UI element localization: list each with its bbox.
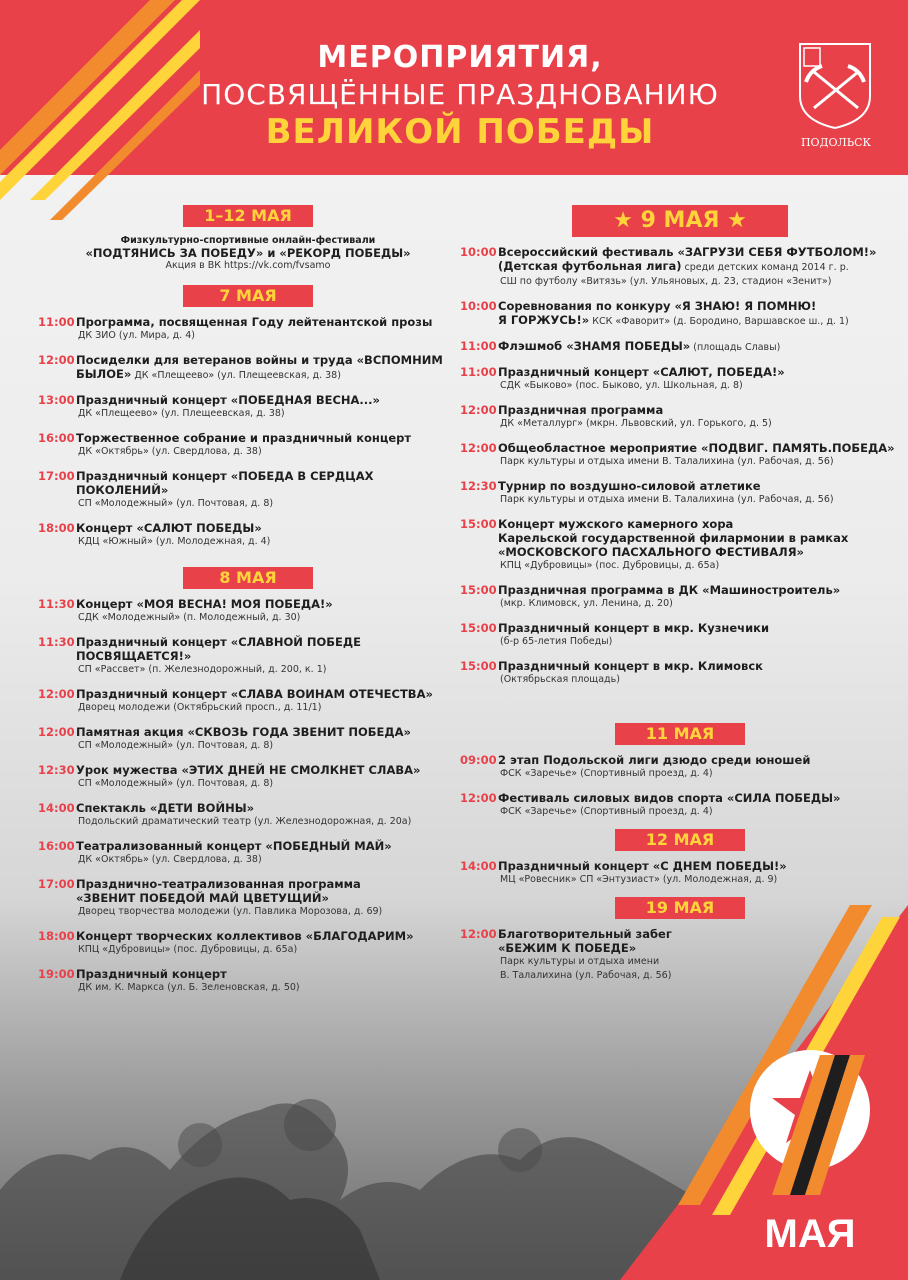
header-title-line2: ПОСВЯЩЁННЫЕ ПРАЗДНОВАНИЮ	[201, 78, 719, 111]
festival-name-2: «РЕКОРД ПОБЕДЫ»	[279, 246, 411, 260]
event-place: Дворец молодежи (Октябрьский просп., д. 11/1)	[78, 702, 322, 713]
event-time: 12:00	[460, 927, 497, 941]
date-badge-may1-12: 1–12 МАЯ	[183, 205, 313, 227]
event-place: (мкр. Климовск, ул. Ленина, д. 20)	[500, 598, 673, 609]
event-title-cont	[498, 259, 900, 275]
event-item	[38, 929, 458, 957]
event-title: Концерт «МОЯ ВЕСНА! МОЯ ПОБЕДА!»	[76, 597, 333, 611]
event-item	[460, 245, 900, 289]
event-time: 19:00	[38, 967, 75, 981]
date-badge-may19: 19 МАЯ	[615, 897, 745, 919]
date-badge-may8: 8 МАЯ	[183, 567, 313, 589]
festival-join: и	[263, 246, 280, 260]
event-item	[38, 353, 458, 383]
event-title: 2 этап Подольской лиги дзюдо среди юношей	[498, 753, 811, 767]
event-title: Посиделки для ветеранов войны и труда «ВСПОМНИМ	[76, 353, 443, 367]
event-place: (площадь Славы)	[690, 342, 781, 353]
event-time: 10:00	[460, 299, 497, 313]
event-title: Праздничный концерт	[76, 967, 227, 981]
event-item	[38, 393, 458, 421]
event-time: 14:00	[460, 859, 497, 873]
event-item	[460, 479, 900, 507]
city-name: ПОДОЛЬСК	[800, 136, 872, 149]
event-place: ДК «Металлург» (мкрн. Львовский, ул. Горького, д. 5)	[500, 418, 772, 429]
event-title-cont	[498, 313, 900, 329]
event-title-line3: «МОСКОВСКОГО ПАСХАЛЬНОГО ФЕСТИВАЛЯ»	[498, 545, 804, 559]
event-time: 17:00	[38, 469, 75, 483]
event-item	[460, 441, 900, 469]
event-place: Парк культуры и отдыха имени	[500, 956, 660, 967]
event-title-line2: (Детская футбольная лига)	[498, 259, 682, 273]
event-title: Концерт мужского камерного хора	[498, 517, 734, 531]
event-title-cont	[498, 339, 900, 355]
event-title: Праздничный концерт в мкр. Кузнечики	[498, 621, 769, 635]
event-item	[38, 597, 458, 625]
event-time: 11:30	[38, 635, 75, 649]
event-place: СШ по футболу «Витязь» (ул. Ульяновых, д. 23, стадион «Зенит»)	[500, 276, 832, 287]
event-place: КПЦ «Дубровицы» (пос. Дубровицы, д. 65а)	[500, 560, 720, 571]
event-time: 10:00	[460, 245, 497, 259]
festival-name-1: «ПОДТЯНИСЬ ЗА ПОБЕДУ»	[85, 246, 264, 260]
event-time: 16:00	[38, 431, 75, 445]
event-time: 11:30	[38, 597, 75, 611]
event-title: Концерт «САЛЮТ ПОБЕДЫ»	[76, 521, 262, 535]
event-time: 12:00	[460, 403, 497, 417]
event-item	[460, 299, 900, 329]
event-title: Праздничный концерт «СЛАВНОЙ ПОБЕДЕ ПОСВЯЩАЕТСЯ!»	[76, 635, 362, 663]
event-item	[460, 365, 900, 393]
event-title: Урок мужества «ЭТИХ ДНЕЙ НЕ СМОЛКНЕТ СЛАВА»	[76, 763, 421, 777]
event-place: ДК «Октябрь» (ул. Свердлова, д. 38)	[78, 446, 262, 457]
event-item	[38, 687, 458, 715]
event-item	[460, 859, 900, 887]
event-item	[460, 927, 900, 983]
event-title: Турнир по воздушно-силовой атлетике	[498, 479, 761, 493]
event-item	[460, 517, 900, 573]
event-place: (б-р 65-летия Победы)	[500, 636, 613, 647]
event-title: Празднично-театрализованная программа	[76, 877, 361, 891]
event-time: 15:00	[460, 659, 497, 673]
festival-vk-link[interactable]: Акция в ВК https://vk.com/fvsamo	[165, 260, 331, 271]
event-item	[38, 877, 458, 919]
event-time: 17:00	[38, 877, 75, 891]
header-title-line3: ВЕЛИКОЙ ПОБЕДЫ	[265, 112, 655, 152]
event-item	[460, 753, 900, 781]
event-title-line2: «БЕЖИМ К ПОБЕДЕ»	[498, 941, 637, 955]
event-place: Подольский драматический театр (ул. Железнодорожная, д. 20а)	[78, 816, 412, 827]
event-place: ФСК «Заречье» (Спортивный проезд, д. 4)	[500, 806, 713, 817]
event-item	[460, 403, 900, 431]
event-place: ДК «Плещеево» (ул. Плещеевская, д. 38)	[131, 370, 341, 381]
event-title: Памятная акция «СКВОЗЬ ГОДА ЗВЕНИТ ПОБЕДА»	[76, 725, 411, 739]
event-place: СП «Молодежный» (ул. Почтовая, д. 8)	[78, 498, 274, 509]
event-item	[460, 621, 900, 649]
event-item	[38, 521, 458, 549]
event-title: Программа, посвященная Году лейтенантской прозы	[76, 315, 433, 329]
date-badge-may12: 12 МАЯ	[615, 829, 745, 851]
event-time: 18:00	[38, 521, 75, 535]
event-title: Театрализованный концерт «ПОБЕДНЫЙ МАЙ»	[76, 839, 392, 853]
header-title-line1: МЕРОПРИЯТИЯ,	[317, 40, 603, 75]
event-title: Соревнования по конкуру «Я ЗНАЮ! Я ПОМНЮ!	[498, 299, 817, 313]
event-title: Торжественное собрание и праздничный концерт	[76, 431, 412, 445]
event-item	[460, 791, 900, 819]
event-item	[38, 635, 458, 677]
event-place: КПЦ «Дубровицы» (пос. Дубровицы, д. 65а)	[78, 944, 298, 955]
event-place: СДК «Быково» (пос. Быково, ул. Школьная, д. 8)	[500, 380, 743, 391]
event-place: СП «Молодежный» (ул. Почтовая, д. 8)	[78, 740, 274, 751]
event-time: 11:00	[460, 339, 497, 353]
event-item	[38, 839, 458, 867]
event-time: 11:00	[460, 365, 497, 379]
date-badge-may11: 11 МАЯ	[615, 723, 745, 745]
festival-names	[38, 246, 458, 260]
event-place: ДК «Октябрь» (ул. Свердлова, д. 38)	[78, 854, 262, 865]
event-time: 11:00	[38, 315, 75, 329]
event-time: 12:30	[460, 479, 497, 493]
event-time: 16:00	[38, 839, 75, 853]
event-title: Всероссийский фестиваль «ЗАГРУЗИ СЕБЯ ФУТБОЛОМ!»	[498, 245, 877, 259]
event-title-line2: Карельской государственной филармонии в рамках	[498, 531, 849, 545]
date-badge-may9: ★ 9 МАЯ ★	[572, 205, 788, 237]
event-title-line2: БЫЛОЕ»	[76, 367, 132, 381]
event-place: ДК «Плещеево» (ул. Плещеевская, д. 38)	[78, 408, 285, 419]
festival-intro: Физкультурно-спортивные онлайн-фестивали	[120, 235, 376, 246]
event-time: 12:00	[38, 725, 75, 739]
event-title: Благотворительный забег	[498, 927, 672, 941]
date-badge-may7: 7 МАЯ	[183, 285, 313, 307]
event-item	[38, 801, 458, 829]
event-time: 15:00	[460, 517, 497, 531]
event-title-line2: Я ГОРЖУСЬ!»	[498, 313, 590, 327]
event-place: КСК «Фаворит» (д. Бородино, Варшавское ш., д. 1)	[589, 316, 849, 327]
event-place: ФСК «Заречье» (Спортивный проезд, д. 4)	[500, 768, 713, 779]
event-place: МЦ «Ровесник» СП «Энтузиаст» (ул. Молодежная, д. 9)	[500, 874, 778, 885]
event-title: Праздничный концерт «ПОБЕДНАЯ ВЕСНА...»	[76, 393, 380, 407]
event-title: Спектакль «ДЕТИ ВОЙНЫ»	[76, 801, 255, 815]
event-title: Праздничный концерт «ПОБЕДА В СЕРДЦАХ ПОКОЛЕНИЙ»	[76, 469, 374, 497]
event-time: 13:00	[38, 393, 75, 407]
event-title: Праздничный концерт «САЛЮТ, ПОБЕДА!»	[498, 365, 785, 379]
event-item	[38, 725, 458, 753]
event-place: ДК им. К. Маркса (ул. Б. Зеленовская, д. 50)	[78, 982, 300, 993]
event-time: 15:00	[460, 583, 497, 597]
event-title: Праздничная программа	[498, 403, 664, 417]
historical-photo-illustration	[0, 1050, 700, 1280]
event-item	[460, 659, 900, 687]
event-item	[38, 469, 458, 511]
event-place: ДК ЗИО (ул. Мира, д. 4)	[78, 330, 195, 341]
event-time: 12:00	[460, 441, 497, 455]
right-column	[460, 205, 900, 993]
event-item	[460, 339, 900, 355]
event-time: 18:00	[38, 929, 75, 943]
event-title: Праздничный концерт в мкр. Климовск	[498, 659, 763, 673]
event-time: 12:00	[38, 353, 75, 367]
event-place: СП «Молодежный» (ул. Почтовая, д. 8)	[78, 778, 274, 789]
event-time: 09:00	[460, 753, 497, 767]
event-place: Парк культуры и отдыха имени В. Талалихина (ул. Рабочая, д. 56)	[500, 494, 834, 505]
event-time: 12:00	[460, 791, 497, 805]
event-title: Праздничный концерт «С ДНЕМ ПОБЕДЫ!»	[498, 859, 787, 873]
event-place: СП «Рассвет» (п. Железнодорожный, д. 200, к. 1)	[78, 664, 327, 675]
event-item	[38, 763, 458, 791]
event-item	[38, 431, 458, 459]
event-time: 14:00	[38, 801, 75, 815]
event-time: 12:00	[38, 687, 75, 701]
event-time: 15:00	[460, 621, 497, 635]
event-audience: среди детских команд 2014 г. р.	[681, 262, 849, 273]
event-item	[38, 967, 458, 995]
event-item	[38, 315, 458, 343]
event-title: Общеобластное мероприятие «ПОДВИГ. ПАМЯТЬ.ПОБЕДА»	[498, 441, 895, 455]
podolsk-crest-icon	[796, 40, 874, 130]
event-item	[460, 583, 900, 611]
event-title: Праздничная программа в ДК «Машиностроитель»	[498, 583, 841, 597]
online-festival-block	[38, 235, 458, 271]
event-place: СДК «Молодежный» (п. Молодежный, д. 30)	[78, 612, 301, 623]
event-place: Парк культуры и отдыха имени В. Талалихина (ул. Рабочая, д. 56)	[500, 456, 834, 467]
event-time: 12:30	[38, 763, 75, 777]
left-column	[38, 205, 458, 1005]
event-title-cont	[76, 367, 458, 383]
event-title: Фестиваль силовых видов спорта «СИЛА ПОБЕДЫ»	[498, 791, 841, 805]
event-title-line2: «ЗВЕНИТ ПОБЕДОЙ МАЙ ЦВЕТУЩИЙ»	[76, 891, 329, 905]
corner-may-text: МАЯ	[764, 1212, 856, 1256]
event-title: Концерт творческих коллективов «БЛАГОДАРИМ»	[76, 929, 414, 943]
event-title: Праздничный концерт «СЛАВА ВОИНАМ ОТЕЧЕСТВА»	[76, 687, 433, 701]
event-place-line2: В. Талалихина (ул. Рабочая, д. 56)	[500, 970, 672, 981]
event-place: Дворец творчества молодежи (ул. Павлика Морозова, д. 69)	[78, 906, 383, 917]
event-place: КДЦ «Южный» (ул. Молодежная, д. 4)	[78, 536, 271, 547]
event-title: Флэшмоб «ЗНАМЯ ПОБЕДЫ»	[498, 339, 691, 353]
event-place: (Октябрьская площадь)	[500, 674, 620, 685]
